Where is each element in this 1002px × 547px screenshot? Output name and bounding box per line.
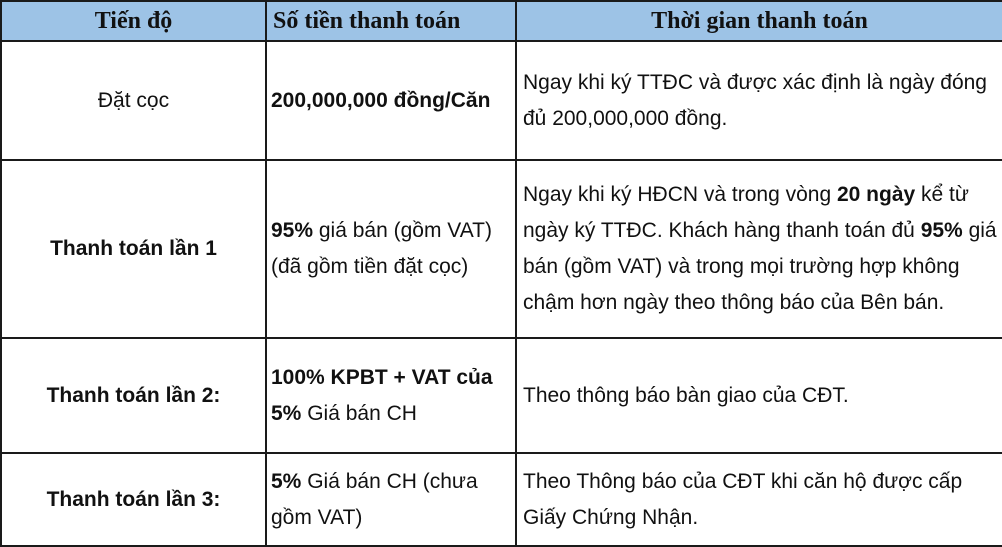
amount-cell xyxy=(266,160,516,338)
header-row xyxy=(1,1,1002,41)
time-text: giá bán (gồm VAT) và trong mọi trường hợp không chậm hơn ngày theo thông báo của Bên bán. xyxy=(523,219,997,314)
stage-cell: Đặt cọc xyxy=(1,41,266,160)
stage-cell: Thanh toán lần 3: xyxy=(1,453,266,546)
amount-cell xyxy=(266,453,516,546)
time-percent: 95% xyxy=(920,219,963,242)
amount-percent: 95% xyxy=(271,219,314,242)
table-row xyxy=(1,338,1002,453)
table-row xyxy=(1,41,1002,160)
time-days: 20 ngày xyxy=(836,183,916,206)
amount-cell: 200,000,000 đồng/Căn xyxy=(266,41,516,160)
amount-percent: 5% xyxy=(271,401,302,425)
header-time: Thời gian thanh toán xyxy=(516,1,1002,41)
amount-percent: 5% xyxy=(271,469,302,493)
amount-text: giá bán (gồm VAT) (đã gồm tiền đặt cọc) xyxy=(271,219,492,278)
header-amount: Số tiền thanh toán xyxy=(266,1,516,41)
time-cell: Theo thông báo bàn giao của CĐT. xyxy=(516,338,1002,453)
stage-cell: Thanh toán lần 1 xyxy=(1,160,266,338)
amount-text: Giá bán CH (chưa gồm VAT) xyxy=(271,469,478,529)
time-cell xyxy=(516,160,1002,338)
time-cell: Theo Thông báo của CĐT khi căn hộ được cấp Giấy Chứng Nhận. xyxy=(516,453,1002,546)
time-cell: Ngay khi ký TTĐC và được xác định là ngày đóng đủ 200,000,000 đồng. xyxy=(516,41,1002,160)
table-row xyxy=(1,160,1002,338)
amount-text: Giá bán CH xyxy=(301,401,417,425)
table-row xyxy=(1,453,1002,546)
time-text: kể từ ngày ký TTĐC. Khách hàng thanh toán đủ xyxy=(523,183,969,242)
amount-bold-text: 100% KPBT + VAT của xyxy=(271,365,493,389)
header-stage: Tiến độ xyxy=(1,1,266,41)
amount-cell xyxy=(266,338,516,453)
time-text: Ngay khi ký HĐCN và trong vòng xyxy=(523,183,837,206)
stage-cell: Thanh toán lần 2: xyxy=(1,338,266,453)
